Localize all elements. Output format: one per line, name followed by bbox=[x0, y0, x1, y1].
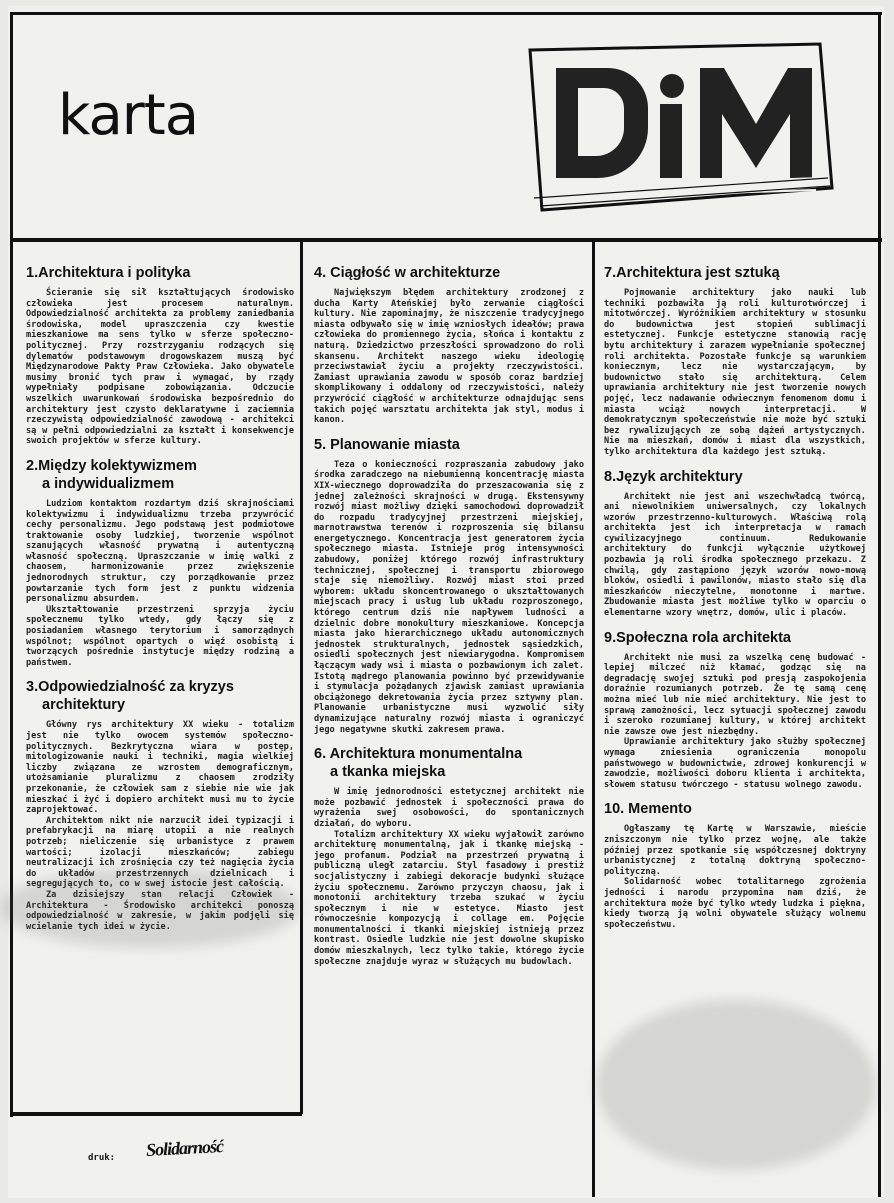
section-heading-line: 2.Między kolektywizmem bbox=[26, 457, 197, 474]
section-heading bbox=[26, 457, 294, 493]
section-paragraph: W imię jednorodności estetycznej architekt nie może pozbawić jednostek i społeczności prawa do wyrażenia swej osobowości, do spontanicznych działań, do wyboru. bbox=[314, 787, 584, 829]
section-heading bbox=[314, 745, 584, 781]
section-heading bbox=[26, 264, 294, 282]
section-heading-line: 3.Odpowiedzialność za kryzys bbox=[26, 679, 234, 696]
section-heading-line: 10. Memento bbox=[604, 801, 692, 818]
section-paragraph: Architektom nikt nie narzucił idei typizacji i prefabrykacji na miarę utopii a nie realnych potrzeb; nieliczenie się urbanistyce z prawem wartości; izolacji mieszkańców; zabiegu neutralizacji ich zrośnięcia czy też nagięcia życia do układów przestrzennych dzielnicach i segregujących to, co w swej istocie jest całością. bbox=[26, 815, 294, 890]
column-divider-1 bbox=[300, 242, 303, 1114]
section-paragraph: Za dzisiejszy stan relacji Człowiek - Architektura - Środowisko architekci ponoszą odpowiedzialność w zakresie, w jakim podjęli się wcielanie tych idei w życie. bbox=[26, 889, 294, 932]
section-heading bbox=[604, 800, 866, 818]
section-heading bbox=[314, 264, 584, 282]
section-paragraph: Główny rys architektury XX wieku - totalizm jest nie tylko owocem systemów społeczno-politycznych. Bezkrytyczna wiara w postęp, mitologizowanie nauki i techniki, magia wielkiej liczby związana ze wzrostem demograficznym, utożsamianie pluralizmu z chaosem zrodziły przekonanie, że człowiek sam z siebie nie wie jak mieszkać i żyć i dopiero architekt musi mu to życie zaprojektować. bbox=[26, 720, 294, 816]
section-paragraph: Architekt nie jest ani wszechwładcą twórcą, ani niewolnikiem uniwersalnych, czy lokalnych wzorów przestrzenno-kulturowych. Właściwą rolą architekta jest ich interpretacja w ramach cywilizacyjnego continuum. Redukowanie architektury do funkcji wyłącznie użytkowej pozbawia ją roli środka społecznego przekazu. Z chwilą, gdy zastąpiono język wzorów nowo-mową bloków, osiedli i pawilonów, miasto stało się dla mieszkańców nieczytelne, monotonne i martwe. Zbudowanie miasta jest możliwe tylko w oparciu o elementarne wzory wnętrz, domów, ulic i placów. bbox=[604, 491, 866, 619]
dim-logo bbox=[520, 38, 840, 216]
section-heading-line: 9.Społeczna rola architekta bbox=[604, 629, 791, 646]
section-paragraph: Największym błędem architektury zrodzonej z ducha Karty Ateńskiej było zerwanie ciągłości kultury. Nie zapominajmy, że niszczenie tradycyjnego miasta odbywało się w imię wzniosłych ideałów; prawa człowieka do promiennego życia, słońca i kontaktu z naturą. Dziedzictwo przeszłości sprowadzono do roli skansenu. Architekt naszego wieku ideologię przeciwstawiał życiu a projekty rzeczywistości. Zamiast uprawiania zawodu w sposób coraz bardziej skomplikowany i oddalony od rzeczywistości, należy przywrócić ciągłość w architekturze odnajdując sens takich pojęć warsztatu architekta jak styl, modus i kanon. bbox=[314, 288, 584, 426]
section-heading-line: 5. Planowanie miasta bbox=[314, 436, 460, 453]
article-section bbox=[26, 264, 294, 447]
section-heading-line: a tkanka miejska bbox=[330, 764, 446, 781]
column-1 bbox=[26, 264, 294, 942]
section-heading-line: 6. Architektura monumentalna bbox=[314, 746, 523, 763]
article-section bbox=[604, 800, 866, 930]
section-paragraph: Architekt nie musi za wszelką cenę budować - lepiej milczeć niż kłamać, godząc się na degradację swojej sztuki pod presją zaspokojenia doraźnie rozumianych potrzeb. Że tę samą cenę można mieć lub nie mieć architektury. Nie jest to sprawą zamożności, lecz sytuacji społecznej zawodu i szeroko rozumianej kultury, w której architekt nie zawsze owe jest niezbędny. bbox=[604, 652, 866, 737]
frame-right-rule bbox=[878, 12, 881, 1197]
article-section bbox=[604, 468, 866, 619]
section-paragraph: Pojmowanie architektury jako nauki lub techniki pozbawiła ją roli kulturotwórczej i mitotwórczej. Wyróżnikiem architektury w stosunku do budownictwa jest stopień sublimacji estetycznej. Funkcje estetyczne stanowią rację bytu architektury i zarazem wypełnianie społecznej roli architekta. Pozostałe funkcje są warunkiem koniecznym, lecz nie wystarczającym, by budownictwo stało się architekturą. Celem uprawiania architektury nie jest tworzenie nowych pojęć, lecz nadawanie odwiecznym fenomenom domu i miasta wciąż nowych interpretacji. W demokratycznym społeczeństwie nie może być sztuki bez rywalizujących ze sobą dążeń artystycznych. Nie ma mieszkań, domów i miast dla wszystkich, tylko architektura dla każdego jest sztuką. bbox=[604, 288, 866, 457]
section-paragraph: Uprawianie architektury jako służby społecznej wymaga zniesienia ograniczenia monopolu państwowego w budownictwie, zdrowej konkurencji w zawodzie, możliwości doboru klienta i architekta, słowem statusu twórczego - statusu wolnego zawodu. bbox=[604, 737, 866, 790]
section-paragraph: Teza o konieczności rozpraszania zabudowy jako środka zaradczego na niebumienną koncentrację miasta XIX-wiecznego doprowadziła do przeszacowania się z jednej zależności skrajności w drugą. Ekstensywny rozwój miast możliwy dzięki samochodowi doprowadził do rozpadu tradycyjnej przestrzeni miejskiej, marnotrawstwa terenów i rozproszenia się bilansu energetycznego. Koncentracja jest generatorem życia społecznego miasta. Istnieje próg intensywności zabudowy, poniżej którego rozwój infrastruktury technicznej, społecznej i transportu zbiorowego staje się niemożliwy. Rozwój miast stoi przed wyborem: układu skoncentrowanego o ukształtowanych miejscach pracy i usług lub układu rozproszonego, którego centrum dziś nie napływem ludności a dzielnic dobre monokultury mieszkaniowe. Koncepcja miasta jako hierarchicznego układu autonomicznych jednostek strukturalnych, jednostek sąsiedzkich, osiedli społecznych jest niewiarygodna. Kompromisem łączącym wady wsi i miasta o pozbawionym ich zalet. Istotą mądrego planowania powinno być przewidywanie i stymulacja pożądanych zjawisk zamiast uprawiania obciążonego dekretowania życia przez sztywny plan. Planowanie urbanistyczne musi wyzwolić siły dynamizujące naturalny rozwój miasta i ograniczyć jego negatywne skutki zakresem prawa. bbox=[314, 459, 584, 735]
section-heading-line: architektury bbox=[42, 697, 126, 714]
column-1-bottom-rule bbox=[10, 1112, 302, 1116]
frame-top-rule bbox=[10, 12, 882, 15]
section-heading-line: 7.Architektura jest sztuką bbox=[604, 265, 780, 281]
section-paragraph: Ścieranie się sił kształtujących środowisko człowieka jest procesem naturalnym. Odpowiedzialność architekta za problemy zaniedbania środowiska, model upraszczenia czy kwestie mieszkaniowe ma sens tylko w sferze społeczno-politycznej. Przy rozstrzyganiu rodzących się dylematów podstawowym drogowskazem muszą być Międzynarodowe Pakty Praw Człowieka. Jako obywatele musimy bronić tych praw i wymagać, by rządy wypełniały podpisane zobowiązania. Odczucie wszelkich uwarunkowań środowiska bezpośrednio do architektury jest czysto deklaratywne i zaciemnia rzeczywistą odpowiedzialność zawodową - architekci są w pełni odpowiedzialni za kształt i konsekwencje swoich projektów w sferze kultury. bbox=[26, 288, 294, 447]
section-heading-line: 8.Język architektury bbox=[604, 468, 743, 485]
section-heading-line: 1.Architektura i polityka bbox=[26, 265, 191, 281]
article-section bbox=[604, 264, 866, 458]
section-paragraph: Solidarność wobec totalitarnego zgrożenia jedności i narodu przypomina nam dziś, że architektura może być tylko wtedy ludzka i piękna, kiedy tworzą ją wolni obywatele służący wolnemu społeczeństwu. bbox=[604, 877, 866, 930]
section-paragraph: Ludziom kontaktom rozdartym dziś skrajnościami kolektywizmu i indywidualizmu trzeba przywrócić cechy personalizmu. Jego podstawą jest podmiotowe traktowanie osoby ludzkiej, tworzenie wspólnot szanujących własność prywatną i autentyczną własność społeczną. Upraszczanie w imię walki z chaosem, harmonizowanie przez zwiększenie jednorodnych struktur, czy porządkowanie przez powtarzanie tych form jest z punktu widzenia personalizmu absurdem. bbox=[26, 498, 294, 605]
section-heading bbox=[604, 264, 866, 282]
section-heading-line: a indywidualizmem bbox=[42, 475, 175, 492]
column-3 bbox=[604, 264, 866, 940]
section-paragraph: Ogłaszamy tę Kartę w Warszawie, mieście zniszczonym nie tylko przez wojnę, ale także później przez spotkanie się współczesnej doktryny urbanistycznej z totalną doktryną społeczno-polityczną. bbox=[604, 824, 866, 877]
section-heading bbox=[604, 629, 866, 647]
column-2 bbox=[314, 264, 584, 977]
column-divider-2 bbox=[592, 242, 595, 1197]
section-heading bbox=[26, 678, 294, 714]
section-paragraph: Ukształtowanie przestrzeni sprzyja życiu społecznemu tylko wtedy, gdy łączy się z posiadaniem własnego terytorium i samorządnych wspólnot; wspólnot opartych o więź osobistą i tworzących pośrednie instytucje między rodziną a państwem. bbox=[26, 604, 294, 668]
section-heading-line: 4. Ciągłość w architekturze bbox=[314, 265, 501, 281]
section-paragraph: Totalizm architektury XX wieku wyjałowił zarówno architekturę monumentalną, jak i tkankę miejską - jego profanum. Podział na przestrzeń prywatną i publiczną uległ zatarciu. Styl fasadowy i prestiż socjalistyczny i zabiegi dekoracje budynki służące życiu społecznemu. Zarówno przyczyn chaosu, jak i monotonii architektury trzeba szukać w życiu społecznym i nie w estetyce. Miasto jest równocześnie kompozycją i collage em. Pojęcie monumentalności i tkanki miejskiej istnieją przez kontrast. Osiedle ludzkie nie jest dowolne skupisko domów mieszkalnych, lecz tylko takie, którego życie społeczne znajduje wyraz w służących mu budowlach. bbox=[314, 829, 584, 967]
print-credit-label: druk: bbox=[88, 1153, 116, 1163]
article-section bbox=[604, 629, 866, 791]
article-section bbox=[314, 264, 584, 426]
solidarnosc-logo: Solidarność bbox=[145, 1135, 224, 1161]
frame-left-rule bbox=[10, 12, 13, 1117]
water-stain bbox=[596, 1000, 876, 1170]
page-title: karta bbox=[58, 83, 199, 148]
water-stain bbox=[0, 868, 300, 948]
header-divider bbox=[10, 238, 882, 242]
article-section bbox=[26, 457, 294, 669]
section-heading bbox=[314, 436, 584, 454]
section-heading bbox=[604, 468, 866, 486]
article-section bbox=[314, 436, 584, 735]
article-section bbox=[314, 745, 584, 967]
